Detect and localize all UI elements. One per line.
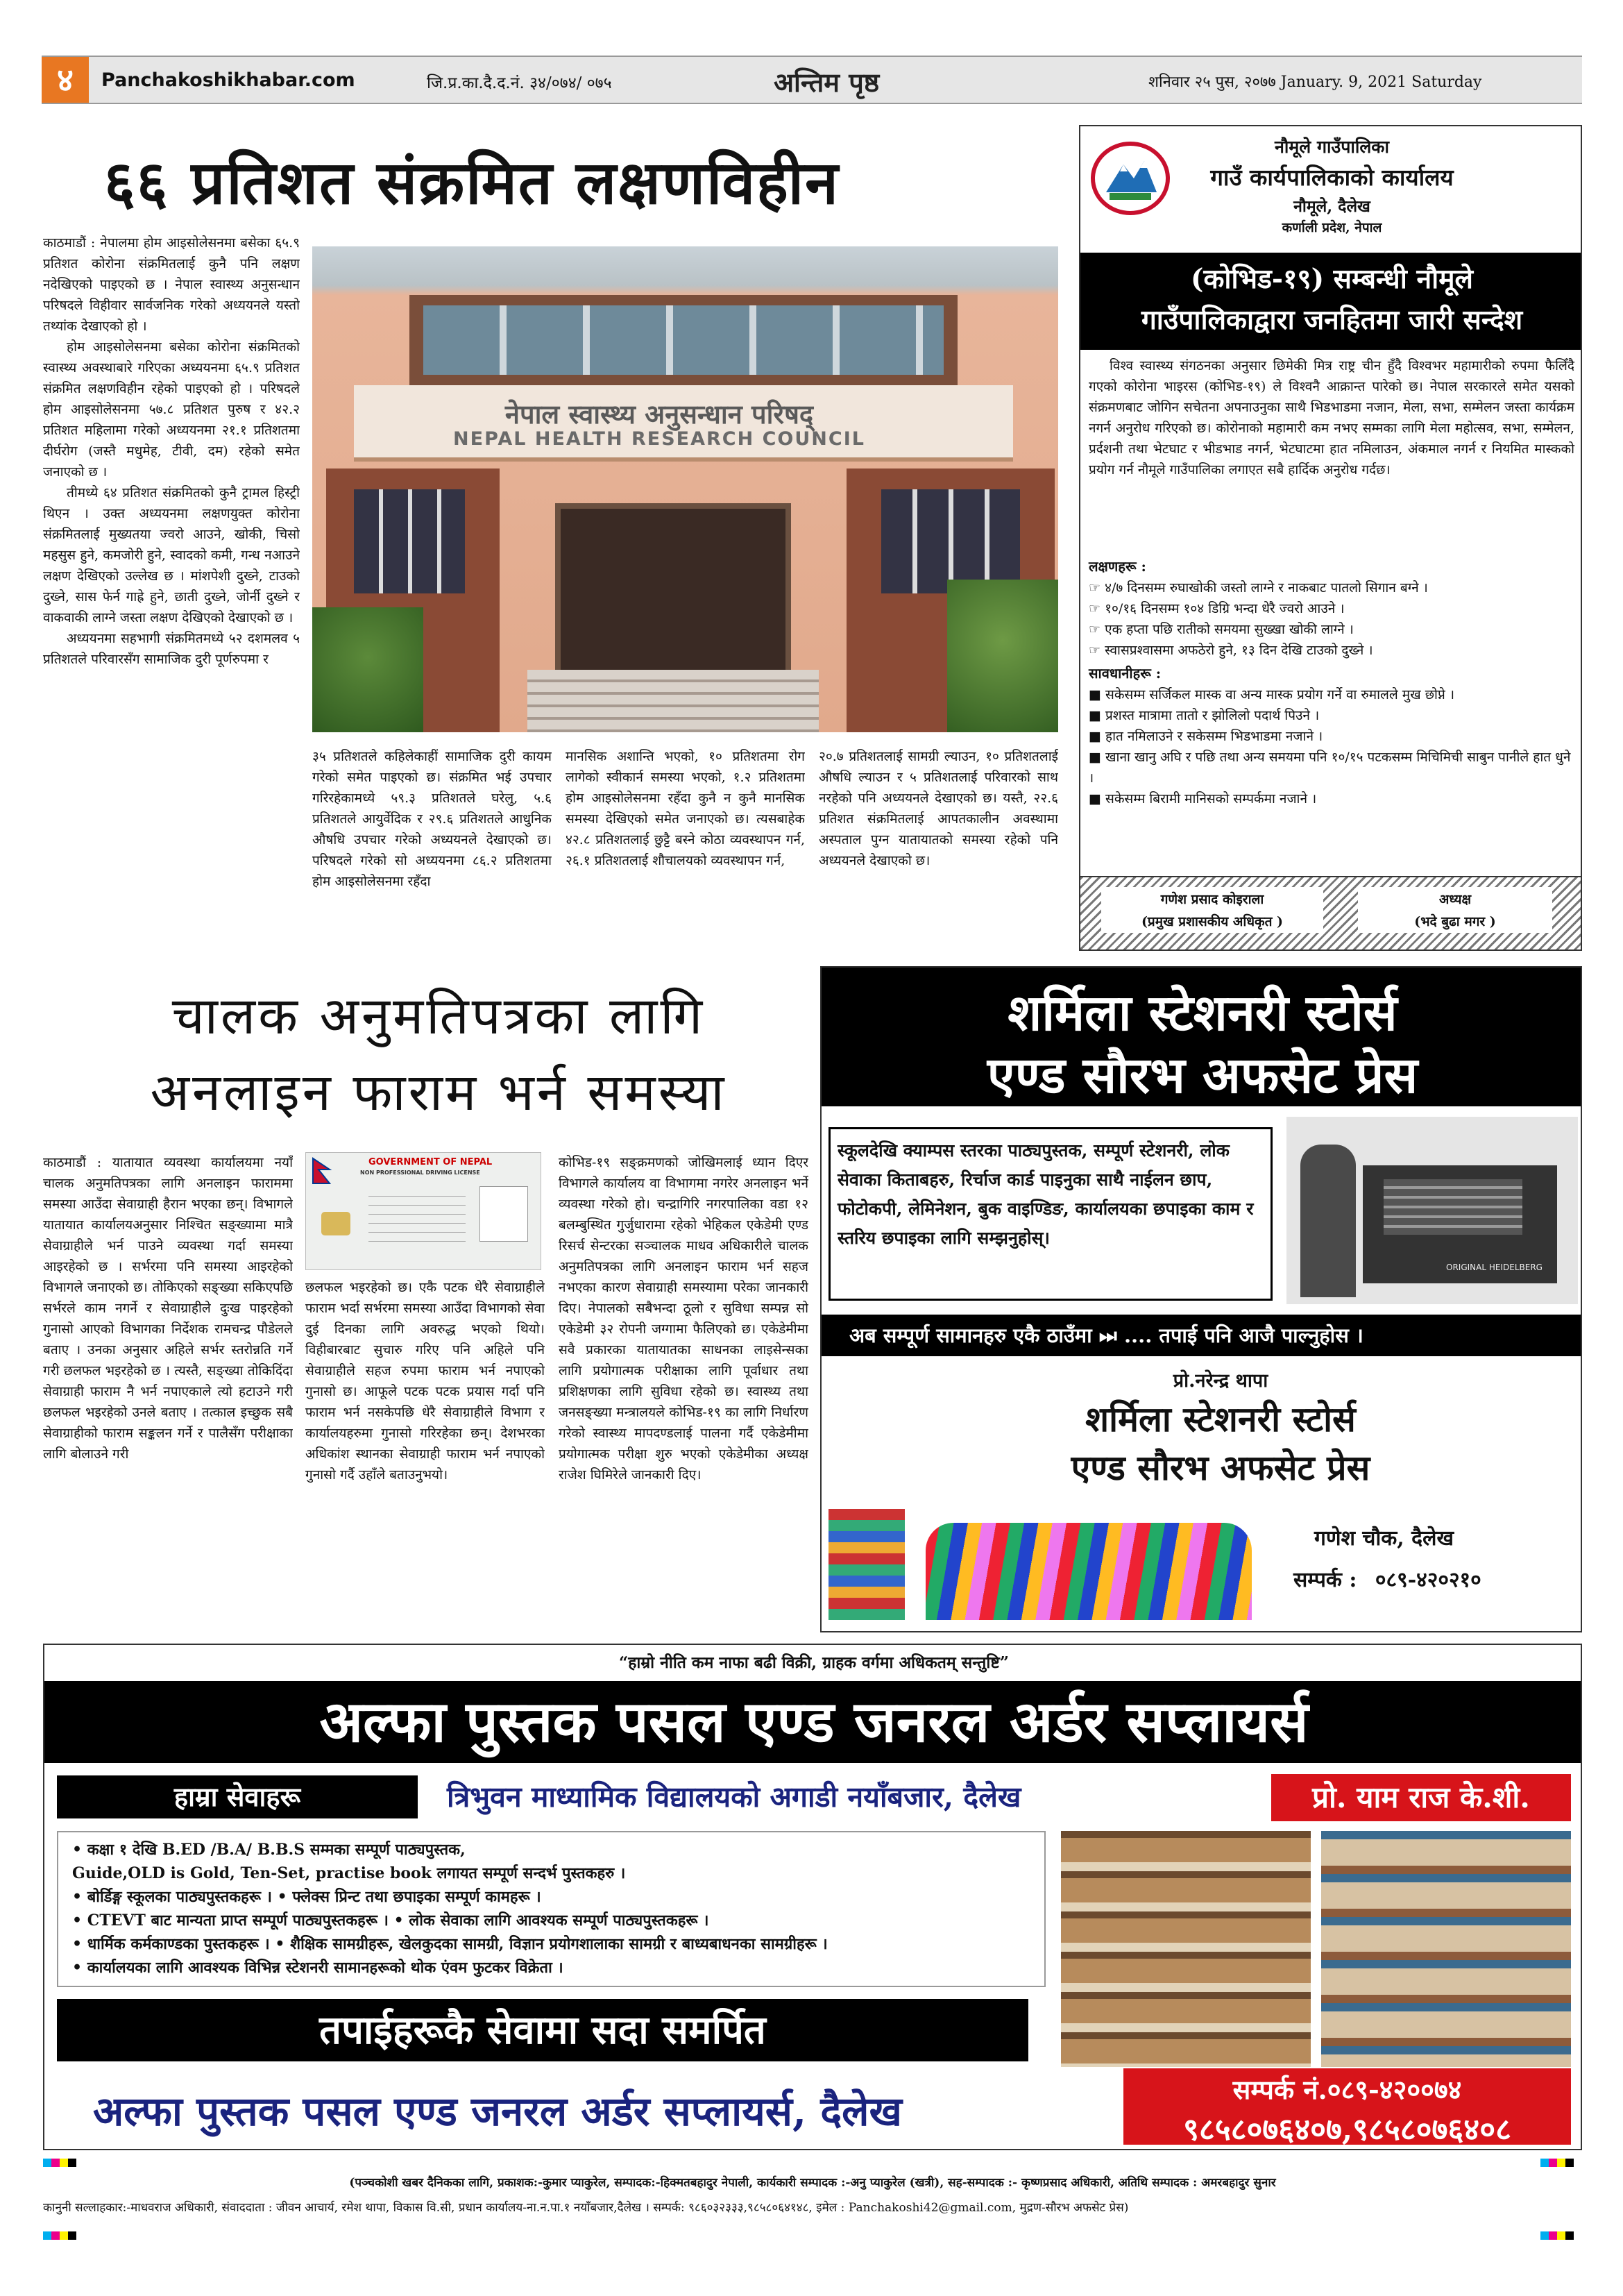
list-item: Guide,OLD is Gold, Ten-Set, practise book लगायत सम्पूर्ण सन्दर्भ पुस्तकहरु । [72,1864,626,1882]
precautions-list [1089,684,1574,809]
paragraph: अध्ययनमा सहभागी संक्रमितमध्ये ५२ दशमलव ५ प्रतिशतले परिवारसँग सामाजिक दुरी पूर्णरुपमा र [43,631,300,667]
symptoms-list [1089,577,1574,661]
list-item: • बोर्डिङ्ग स्कूलका पाठ्यपुस्तकहरू । • फ्लेक्स प्रिन्ट तथा छपाइका सम्पूर्ण कामहरू । [72,1888,541,1906]
pointing-hand-icon: ☞ [1089,622,1105,637]
signatory-1-title: (प्रमुख प्रशासकीय अधिकृत ) [1141,914,1284,929]
registration-marks-bottom [43,2231,76,2240]
paragraph: काठमाडौं : नेपालमा होम आइसोलेसनमा बसेका ६५.९ प्रतिशत कोरोना संक्रमितलाई कुनै पनि लक्षण नदेखिएको पाइएको छ । नेपाल स्वास्थ्य अनुसन्धान परिषदले विहीवार सार्वजनिक गरेको अध्ययनले यस्तो तथ्यांक देखाएको हो । [43,235,300,334]
ad2-dedicated-banner: तपाईहरूकै सेवामा सदा समर्पित [57,1999,1028,2061]
ad1-strip-right: .... तपाई पनि आजै पाल्नुहोस । [1123,1324,1363,1347]
article1-col1 [43,233,300,947]
ad1-contact-number: ०८९-४२०२१० [1375,1568,1481,1592]
notice-org-4: कर्णाली प्रदेश, नेपाल [1282,220,1382,235]
pointing-hand-icon: ☞ [1089,601,1105,616]
square-bullet-icon: ■ [1089,729,1105,744]
list-item: ☞ एक हप्ता पछि रातीको समयमा सुख्खा खोकी लाग्ने । [1089,622,1354,637]
ad1-contact-label: सम्पर्क : [1293,1568,1357,1592]
license-title: GOVERNMENT OF NEPAL [368,1157,493,1167]
list-item: ■ सकेसम्म बिरामी मानिसको सम्पर्कमा नजाने । [1089,791,1317,807]
paragraph: तीमध्ये ६४ प्रतिशत संक्रमितको कुनै ट्रामल हिस्ट्री थिएन । उक्त अध्ययनमा लक्षणयुक्त कोरोना संक्रमितलाई मुख्यतया ज्वरो आउने, खोकी, चिसो महसुस हुने, कमजोरी हुने, स्वादको कमी, गन्ध नआउने लक्षण देखिएको उल्लेख छ । मांशपेशी दुख्ने, टाउको दुख्ने, सास फेर्न गाह्रे हुने, छाती दुख्ने, जोर्नी दुख्ने र वाकवाकी लाग्ने जस्ता लक्षण देखिएको देखाएको छ । [43,485,300,625]
paragraph: २०.७ प्रतिशतलाई सामग्री ल्याउन, १० प्रतिशतलाई औषधि ल्याउन र ५ प्रतिशतलाई परिवारको साथ नरहेको पनि अध्ययनले देखाएको छ। यस्तै, २२.६ प्रतिशत संक्रमितलाई आपतकालीन अवस्थामा अस्पताल पुग्न यातायातको समस्या रहेको पनि अध्ययनले देखाएको छ। [819,749,1058,868]
ad2-location: त्रिभुवन माध्यामिक विद्यालयको अगाडी नयाँबजार, दैलेख [447,1780,1021,1814]
ad1-strip-left: अब सम्पूर्ण सामानहरु एकै ठाउँमा [849,1324,1092,1347]
article2-col3 [559,1152,808,1631]
notice-title-1: (कोभिड-१९) सम्बन्धी नौमूले [1191,263,1473,295]
issue-date: शनिवार २५ पुस, २०७७ January. 9, 2021 Saturday [1148,74,1482,91]
ad2-title: अल्फा पुस्तक पसल एण्ड जनरल अर्डर सप्लायर्स [44,1681,1582,1763]
bookshop-interior-photo-2 [1321,1831,1571,2067]
paragraph: छलफल भइरहेको छ। एकै पटक धेरै सेवाग्राहीले फाराम भर्दा सर्भरमा समस्या आउँदा विभागको सेवा दुई दिनका लागि अवरुद्ध भएको थियो। विहीबारबाट सुचारु गरिए पनि अहिले पनि सेवाग्राहीले सहज रुपमा फाराम भर्न नपाएको गुनासो छ। आफूले पटक पटक प्रयास गर्दा पनि फाराम भर्न नसकेपछि धेरै सेवाग्राहीले विभाग र कार्यालयहरुमा गुनासो गरिरहेका छन्। देशभरका अधिकांश स्थानका सेवाग्राही फाराम भर्न नपाएको गुनासो गर्दै उहाँले बताउनुभयो। [305,1280,545,1483]
ad2-footer-name: अल्फा पुस्तक पसल एण्ड जनरल अर्डर सप्लायर्स, दैलेख [93,2088,902,2135]
notice-title-2: गाउँपालिकाद्वारा जनहितमा जारी सन्देश [1141,304,1523,336]
signatory-2-title: (भदे बुढा मगर ) [1414,914,1496,929]
imprint-line-2: कानुनी सल्लाहकार:-माधवराज अधिकारी, संवाददाता : जीवन आचार्य, रमेश थापा, विकास वि.सी, प्रधान कार्यालय-ना.न.पा.१ नयाँबजार,दैलेख । सम्पर्क: ९८६०३२३३३,९८५८०६४१४८, इमेल : Panchakoshi42@gmail.com, मुद्रण-सौरभ अफसेट प्रेस) [43,2201,1129,2215]
headline-license-1: चालक अनुमतिपत्रका लागि [171,986,706,1046]
section-title: अन्तिम पृष्ठ [774,67,880,98]
ad2-service-list [57,1831,1046,1987]
list-item: ■ हात नमिलाउने र सकेसम्म भिडभाडमा नजाने । [1089,729,1323,744]
page-header [42,56,1582,104]
notice-org-3: नौमूले, दैलेख [1293,197,1370,216]
ad1-strip [822,1315,1582,1356]
symptoms-label: लक्षणहरू : [1089,558,1146,575]
registration-marks-top [43,2159,76,2167]
alpha-book-shop-ad [43,1644,1582,2150]
article1-col4 [819,746,1058,947]
fast-forward-icon: ⏭ [1098,1324,1117,1347]
ad2-contact-box [1123,2068,1571,2145]
paragraph: मानसिक अशान्ति भएको, १० प्रतिशतमा रोग लागेको स्वीकार्न समस्या भएको, १.२ प्रतिशतमा होम आइसोलेसनमा रहँदा कुनै न कुनै मानसिक समस्या देखिएको समेत जनाएको छ। त्यसबाहेक ४२.८ प्रतिशतलाई छुट्टै बस्ने कोठा व्यवस्थापन गर्न, २६.१ प्रतिशतलाई शौचालयको व्यवस्थापन गर्न, [566,749,805,868]
ad2-contact-2: ९८५८०७६४०७,९८५८०७६४०८ [1183,2112,1511,2147]
list-item: ☞ १०/१६ दिनसम्म १०४ डिग्रि भन्दा धेरै ज्वरो आउने । [1089,601,1345,616]
pointing-hand-icon: ☞ [1089,643,1105,658]
notice-intro: विश्व स्वास्थ्य संगठनका अनुसार छिमेकी मित्र राष्ट्र चीन हुँदै विश्वभर महामारीको रुपमा फैलिँदै गएको कोरोना भाइरस (कोभिड-१९) ले विश्वनै आक्रान्त पारेको छ। नेपाल सरकारले समेत यसको संक्रमणबाट जोगिन सचेतना अपनाउनुका साथै भिडभाडमा नजान, मेला, सभा, सम्मेलन जस्ता कार्यक्रम नगर्न अनुरोध गरिएको छ। कोरोनाको महामारी कम नभए सम्मका लागि मेला महोत्सव, सभा, सम्मेलन, प्रर्दशनी तथा भेटघाट र भीडभाड नगर्न, भेटघाटमा हात नमिलाउन, अंकमाल नगर्न र नियमित मास्कको प्रयोग गर्न नौमूले गाउँपालिका लगाएत सबै हार्दिक अनुरोध गर्दछ। [1089,358,1574,478]
paragraph: होम आइसोलेसनमा बसेका कोरोना संक्रमितको स्वास्थ्य अवस्थाबारे गरिएका अध्ययनमा ६५.९ प्रतिशत संक्रमित लक्षणविहीन रहेको पाइएको हो । परिषदले होम आइसोलेसनमा ५७.८ प्रतिशत पुरुष र ४२.२ प्रतिशत महिलामा गरेको अध्ययनमा २१.१ प्रतिशतमा दीर्घरोग (जस्तै मधुमेह, टीवी, दम) रहेको समेत जनाएको छ । [43,339,300,480]
list-item: • कक्षा १ देखि B.ED /B.A/ B.B.S सम्मका सम्पूर्ण पाठ्यपुस्तक, [72,1841,466,1859]
notice-org-1: नौमूले गाउँपालिका [1275,137,1389,157]
ad2-slogan: “हाम्रो नीति कम नाफा बढी विक्री, ग्राहक वर्गमा अधिकतम् सन्तुष्टि” [618,1653,1010,1672]
ad2-contact-1: सम्पर्क नं.०८९-४२००७४ [1232,2074,1462,2105]
ad1-address: गणेश चौक, दैलेख [1314,1526,1454,1551]
list-item: ☞ स्वासप्रश्वासमा अफठेरो हुने, १३ दिन देखि टाउको दुख्ने । [1089,643,1373,658]
list-item: • CTEVT बाट मान्यता प्राप्त सम्पूर्ण पाठ्यपुस्तकहरू । • लोक सेवाका लागि आवश्यक सम्पूर्ण पाठ्यपुस्तकहरू । [72,1911,709,1930]
books-image [829,1495,1252,1623]
list-item: ■ सकेसम्म सर्जिकल मास्क वा अन्य मास्क प्रयोग गर्ने वा रुमालले मुख छोप्ने । [1089,687,1455,702]
square-bullet-icon: ■ [1089,750,1105,765]
paragraph: कोभिड-१९ सङ्क्रमणको जोखिमलाई ध्यान दिएर विभागले कार्यालय वा विभागमा नगरेर अनलाइन भर्ने व्यवस्था गरेको हो। चन्द्रागिरि नगरपालिका वडा १२ बलम्बुस्थित गुर्जुधारामा रहेको भेहिकल एकेडेमी एण्ड रिसर्च सेन्टरका सञ्चालक माधव अधिकारीले चालक अनुमतिपत्रका लागि अनलाइन फाराम भर्न सहज नभएका कारण सेवाग्राही समस्यामा परेका जानकारी दिए। नेपालको सबैभन्दा ठूलो र सुविधा सम्पन्न सो एकेडेमी ३२ रोपनी जग्गामा फैलिएको छ। एकेडेमीमा सवै प्रकारका यातायातका साधनका लाइसेन्सका लागि प्रयोगात्मक परीक्षाका लागि पूर्वाधार तथा प्रशिक्षणका लागि सुविधा रहेको छ। स्वास्थ्य तथा जनसङ्ख्या मन्त्रालयले कोभिड-१९ का लागि निर्धारण गरेको स्वास्थ्य मापदण्डलाई पालना गर्दै एकेडेमीमा प्रयोगात्मक परीक्षा शुरु भएको एकेडेमीका अध्यक्ष राजेश घिमिरेले जानकारी दिए। [559,1155,808,1483]
notice-signature-area [1080,876,1582,951]
list-item: ■ खाना खानु अघि र पछि तथा अन्य समयमा पनि १०/१५ पटकसम्म मिचिमिची साबुन पानीले हात धुने । [1089,750,1571,786]
ad1-proprietor: प्रो.नरेन्द्र थापा [1173,1370,1268,1392]
building-sign-english: NEPAL HEALTH RESEARCH COUNCIL [453,428,865,450]
square-bullet-icon: ■ [1089,687,1105,702]
press-label: ORIGINAL HEIDELBERG [1446,1263,1543,1272]
signatory-2-name: अध्यक्ष [1438,892,1472,907]
paragraph: काठमाडौं : यातायात व्यवस्था कार्यालयमा नयाँ चालक अनुमतिपत्रका लागि अनलाइन फाराममा समस्या आउँदा सेवाग्राही हैरान भएका छन्। विभागले यातायात कार्यालयअनुसार निश्चित सङ्ख्यामा मात्रै सेवाग्राहीले भर्न पाउने व्यवस्था गर्दा समस्या आइरहेको छ । सर्भरमा पनि समस्या आइरहेको विभागले जनाएको छ। तोकिएको सङ्ख्या सकिएपछि सर्भरले काम नगर्ने र सेवाग्राहीले दुःख पाइरहेको गुनासो आएको विभागका निर्देशक रामचन्द्र पौडेलले बताए । उनका अनुसार अहिले सर्भर स्तरोन्नति गर्ने गरी छलफल भइरहेको छ । त्यस्तै, सङ्ख्या तोकिदिंदा सेवाग्राही फाराम नै भर्न नपाएकाले त्यो हटाउने गरी छलफल भइरहेको उनले बताए । तत्काल इच्छुक सबै सेवाग्राहीको फाराम सङ्कलन गर्ने र पालैसँग परीक्षाका लागि बोलाउने गरी [43,1155,293,1462]
square-bullet-icon: ■ [1089,708,1105,723]
ad1-contact [1293,1564,1481,1593]
bookshop-interior-photo-1 [1061,1831,1311,2067]
headline-license-2: अनलाइन फाराम भर्न समस्या [150,1063,727,1122]
page-number: ४ [42,57,89,103]
notice-title-bar [1080,253,1582,350]
list-item: • कार्यालयका लागि आवश्यक विभिन्न स्टेशनरी सामानहरूको थोक एंवम फुटकर विक्रेता । [72,1959,563,1977]
sharmila-stationery-ad [820,966,1582,1632]
pointing-hand-icon: ☞ [1089,580,1105,596]
precautions-label: सावधानीहरू : [1089,665,1162,682]
license-subtitle: NON PROFESSIONAL DRIVING LICENSE [360,1170,480,1176]
registration-number: जि.प्र.का.दै.द.नं. ३४/०७४/ ०७५ [427,74,612,92]
driving-license-image [305,1152,541,1270]
paragraph: ३५ प्रतिशतले कहिलेकाहीं सामाजिक दुरी कायम गरेको समेत पाइएको छ। संक्रमित भई उपचार गरिरहेकामध्ये ५९.३ प्रतिशतले घरेलु, ५.६ प्रतिशतले आयुर्वेदिक र २९.६ प्रतिशतले आधुनिक औषधि उपचार गरेको अध्ययनले देखाएको छ। परिषदले गरेको सो अध्ययनमा ८६.२ प्रतिशतमा होम आइसोलेसनमा रहँदा [312,749,552,889]
ad1-name-2: एण्ड सौरभ अफसेट प्रेस [1071,1447,1370,1488]
building-sign-nepali: नेपाल स्वास्थ्य अनुसन्धान परिषद् [504,398,814,430]
article2-col1 [43,1152,293,1631]
license-photo-placeholder [479,1186,528,1242]
signatory-1-name: गणेश प्रसाद कोइराला [1160,892,1264,907]
square-bullet-icon: ■ [1089,791,1105,807]
ad1-title-2: एण्ड सौरभ अफसेट प्रेस [987,1045,1418,1104]
nhrc-building-photo [312,246,1058,732]
list-item: ■ प्रशस्त मात्रामा तातो र झोलिलो पदार्थ पिउने । [1089,708,1320,723]
notice-org-2: गाउँ कार्यपालिकाको कार्यालय [1210,164,1454,191]
article2-col2 [305,1277,545,1631]
ad1-description: स्कूलदेखि क्याम्पस स्तरका पाठ्यपुस्तक, सम्पूर्ण स्टेशनरी, लोक सेवाका किताबहरु, रिर्चाज कार्ड पाइनुका साथै नाईलन छाप, फोटोकपी, लेमिनेशन, बुक वाइण्डिङ, कार्यालयका छपाइका काम र स्तरिय छपाइका लागि सम्झनुहोस्। [829,1127,1273,1301]
ad1-name-1: शर्मिला स्टेशनरी स्टोर्स [1085,1399,1356,1440]
headline-asymptomatic: ६६ प्रतिशत संक्रमित लक्षणविहीन [104,148,840,218]
ad2-proprietor: प्रो. याम राज के.शी. [1271,1774,1571,1821]
ad2-services-label: हाम्रा सेवाहरू [57,1775,418,1818]
ad1-title-1: शर्मिला स्टेशनरी स्टोर्स [1008,983,1397,1042]
site-name[interactable]: Panchakoshikhabar.com [101,69,355,91]
list-item: ☞ ४/७ दिनसम्म रुघाखोकी जस्तो लाग्ने र नाकबाट पातलो सिगान बग्ने । [1089,580,1428,596]
article1-col3 [566,746,805,947]
nepal-flag-icon [312,1157,332,1185]
covid-notice [1079,125,1582,951]
printing-press-photo [1286,1117,1578,1304]
imprint-line-1: (पञ्चकोशी खबर दैनिकका लागि, प्रकाशक:-कुमार प्याकुरेल, सम्पादक:-हिक्मतबहादुर नेपाली, कार्यकारी सम्पादक :-अनु प्याकुरेल (खत्री), सह-सम्पादक :- कृष्णप्रसाद अधिकारी, अतिथि सम्पादक : अमरबहादुर सुनार [349,2176,1276,2190]
article1-col2 [312,746,552,947]
list-item: • धार्मिक कर्मकाण्डका पुस्तकहरू । • शैक्षिक सामग्रीहरू, खेलकुदका सामग्री, विज्ञान प्रयोगशालाका सामग्री र बाध्यबाधनका सामग्रीहरू । [72,1935,828,1953]
registration-marks-top-right [1540,2159,1574,2167]
license-chip-icon [321,1212,350,1235]
registration-marks-bottom-right [1540,2231,1574,2240]
